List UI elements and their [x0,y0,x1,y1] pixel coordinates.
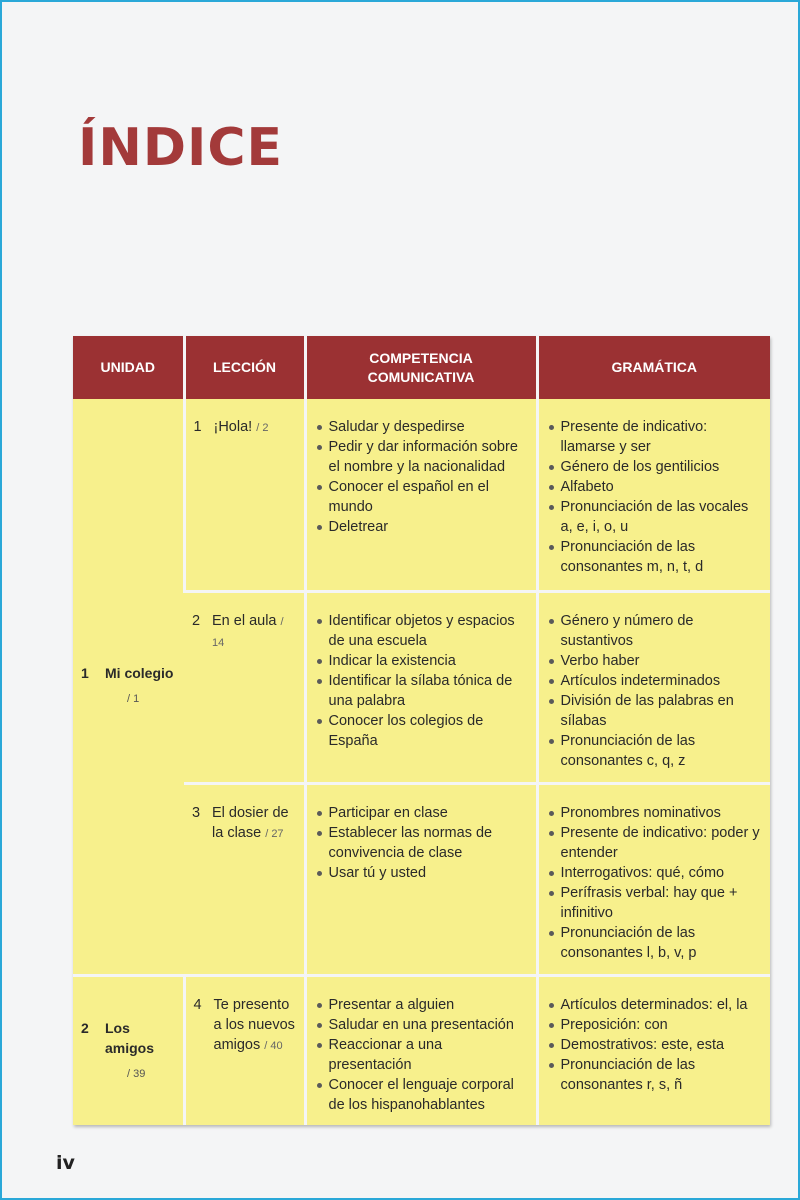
lesson-heading [194,995,296,1056]
page-number: iv [56,1152,75,1174]
list-item: División de las palabras en sílabas [547,691,763,731]
lesson-number: 1 [193,419,202,435]
unit-name: Los amigos [105,1019,155,1056]
unit-heading [81,1018,175,1058]
lesson-title-wrap [212,611,296,653]
list-item: Artículos indeterminados [547,671,763,691]
list-item: Verbo haber [547,651,763,671]
list-item: Presente de indicativo: poder y entender [547,823,763,863]
table-row [73,399,770,591]
unit-page: / 1 [127,693,140,706]
list-item: Pedir y dar información sobre el nombre y la nacionalidad [315,437,528,477]
list-item: Género y número de sustantivos [547,611,763,651]
unit-number: 2 [81,1019,89,1036]
competencia-cell [305,399,537,591]
gramatica-list [547,611,763,771]
list-item: Pronunciación de las consonantes r, s, ñ [547,1055,763,1095]
unit-name: Mi colegio [105,665,174,682]
competencia-list [315,417,528,537]
competencia-cell [305,783,537,975]
lesson-title: El dosier de la clase [212,804,289,841]
lesson-title: Te presento a los nuevos amigos [213,996,295,1053]
list-item: Conocer el español en el mundo [315,477,528,517]
list-item: Presente de indicativo: llamarse y ser [547,417,763,457]
gramatica-list [547,417,763,577]
list-item: Pronunciación de las consonantes c, q, z [547,731,763,771]
gramatica-cell [537,975,770,1125]
list-item: Artículos determinados: el, la [547,995,763,1015]
list-item: Deletrear [315,517,528,537]
list-item: Conocer los colegios de España [315,711,528,751]
list-item: Indicar la existencia [315,651,528,671]
list-item: Identificar la sílaba tónica de una palabra [315,671,528,711]
page-title: ÍNDICE [78,118,284,178]
header-competencia-line2: COMUNICATIVA [367,368,475,385]
list-item: Perífrasis verbal: hay que + infinitivo [547,883,763,923]
list-item: Género de los gentilicios [547,457,763,477]
lesson-number: 2 [192,612,201,629]
list-item: Pronunciación de las vocales a, e, i, o, u [547,497,763,537]
lesson-page: / 27 [265,827,284,840]
list-item: Identificar objetos y espacios de una escuela [315,611,528,651]
competencia-cell [305,975,537,1125]
competencia-list [315,611,528,751]
lesson-cell [184,783,305,975]
list-item: Pronombres nominativos [547,803,763,823]
gramatica-list [547,803,763,963]
index-table [73,336,770,1125]
list-item: Conocer el lenguaje corporal de los hispanohablantes [315,1075,528,1115]
gramatica-list [547,995,763,1095]
unit-heading [81,663,175,683]
gramatica-cell [537,591,770,783]
lesson-number: 4 [193,996,202,1013]
competencia-list [315,803,528,883]
unit-number: 1 [81,665,89,682]
competencia-list [315,995,528,1115]
list-item: Interrogativos: qué, cómo [547,863,763,883]
gramatica-cell [537,783,770,975]
gramatica-cell [537,399,770,591]
lesson-page: / 40 [264,1039,283,1052]
lesson-cell [184,399,305,591]
list-item: Saludar en una presentación [315,1015,528,1035]
unit-cell [73,975,184,1125]
list-item: Usar tú y usted [315,863,528,883]
lesson-heading [192,803,296,844]
list-item: Saludar y despedirse [315,417,528,437]
lesson-page: / 14 [212,615,284,649]
lesson-title-wrap [212,803,296,844]
header-gramatica: GRAMÁTICA [537,336,770,399]
list-item: Establecer las normas de convivencia de clase [315,823,528,863]
header-leccion: LECCIÓN [184,336,305,399]
lesson-number: 3 [192,804,201,821]
lesson-title-wrap [214,995,296,1056]
table-row [73,975,770,1125]
lesson-heading [194,417,296,438]
lesson-cell [184,591,305,783]
list-item: Alfabeto [547,477,763,497]
lesson-cell [184,975,305,1125]
list-item: Presentar a alguien [315,995,528,1015]
header-unidad: UNIDAD [73,336,184,399]
unit-cell [73,399,184,975]
unit-page: / 39 [127,1067,146,1080]
header-competencia-line1: COMPETENCIA [369,349,473,366]
table-header-row [73,336,770,399]
list-item: Demostrativos: este, esta [547,1035,763,1055]
competencia-cell [305,591,537,783]
lesson-page: / 2 [256,422,269,434]
lesson-heading [192,611,296,653]
header-competencia [305,336,537,399]
lesson-title: ¡Hola! [213,419,253,435]
list-item: Pronunciación de las consonantes l, b, v, p [547,923,763,963]
list-item: Preposición: con [547,1015,763,1035]
list-item: Participar en clase [315,803,528,823]
list-item: Reaccionar a una presentación [315,1035,528,1075]
lesson-title: En el aula [212,612,277,629]
list-item: Pronunciación de las consonantes m, n, t, d [547,537,763,577]
lesson-title-wrap [214,417,269,438]
